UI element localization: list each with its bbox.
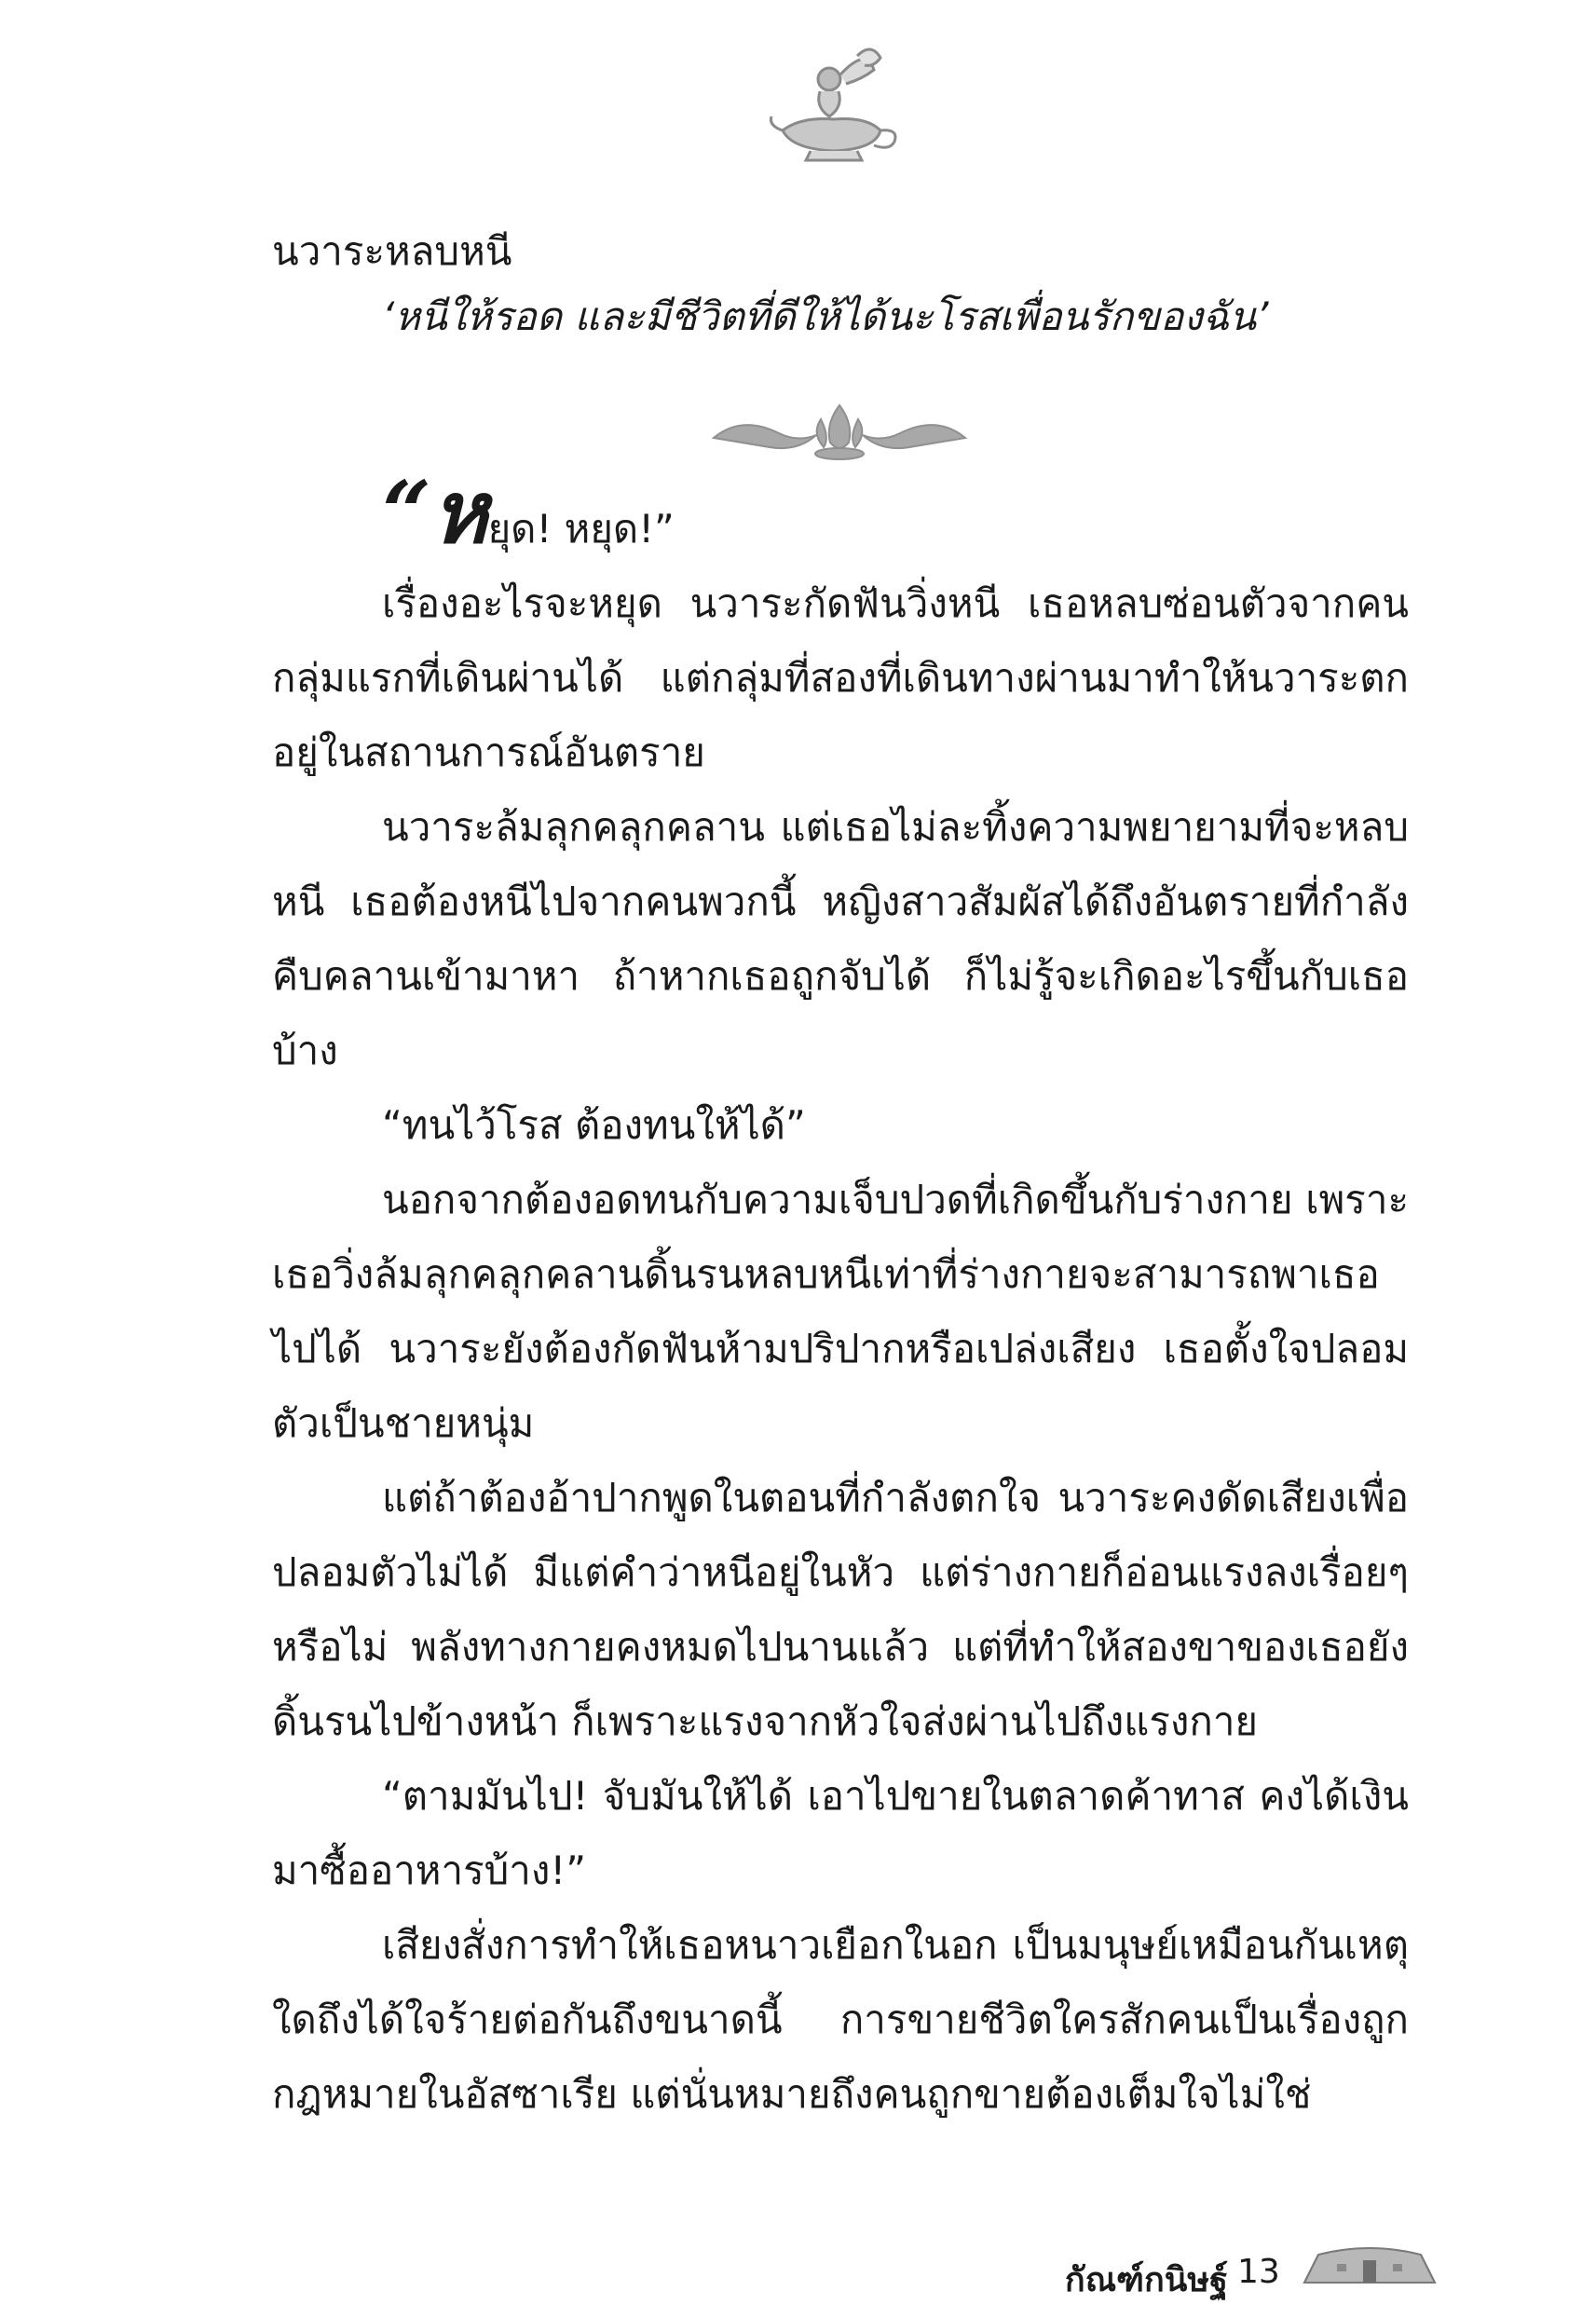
paragraph: เรื่องอะไรจะหยุด นวาระกัดฟันวิ่งหนี เธอหลบซ่อนตัวจากคนกลุ่มแรกที่เดินผ่านได้ แต่กลุ่มที่สองที่เดินทางผ่านมาทำให้นวาระตกอยู่ในสถานการณ์อันตราย: [272, 580, 1409, 775]
body-text: [272, 462, 1409, 2132]
cupid-teapot-ornament-icon: [764, 37, 904, 177]
closing-name: นวาระหลบหนี: [272, 228, 512, 274]
page-number: 13: [1237, 2253, 1280, 2291]
page-footer: [0, 2253, 1596, 2318]
tent-ornament-icon: [1300, 2234, 1439, 2288]
drop-cap: “ห: [382, 462, 488, 563]
paragraph: “ทนไว้โรส ต้องทนให้ได้”: [382, 1102, 806, 1148]
paragraph: นวาระล้มลุกคลุกคลาน แต่เธอไม่ละทิ้งความพยายามที่จะหลบหนี เธอต้องหนีไปจากคนพวกนี้ หญิงสาวสัมผัสได้ถึงอันตรายที่กำลังคืบคลานเข้ามาหา ถ้าหากเธอถูกจับได้ ก็ไม่รู้จะเกิดอะไรขึ้นกับเธอบ้าง: [272, 804, 1409, 1073]
chapter-closing: [272, 219, 1409, 349]
floral-divider-icon: [704, 396, 975, 470]
opening-paragraph: [272, 462, 1409, 566]
paragraph: “ตามมันไป! จับมันให้ได้ เอาไปขายในตลาดค้าทาส คงได้เงินมาซื้ออาหารบ้าง!”: [272, 1773, 1409, 1893]
opening-line: ยุด! หยุด!”: [487, 506, 675, 552]
running-title: กัณฑ์กนิษฐ์: [1064, 2261, 1228, 2299]
paragraph: เสียงสั่งการทำให้เธอหนาวเยือกในอก เป็นมนุษย์เหมือนกันเหตุใดถึงได้ใจร้ายต่อกันถึงขนาดนี้ การขายชีวิตใครสักคนเป็นเรื่องถูกกฎหมายในอัสซาเรีย แต่นั่นหมายถึงคนถูกขายต้องเต็มใจไม่ใช่: [272, 1922, 1409, 2117]
paragraph: นอกจากต้องอดทนกับความเจ็บปวดที่เกิดขึ้นกับร่างกาย เพราะเธอวิ่งล้มลุกคลุกคลานดิ้นรนหลบหนีเท่าที่ร่างกายจะสามารถพาเธอไปได้ นวาระยังต้องกัดฟันห้ามปริปากหรือเปล่งเสียง เธอตั้งใจปลอมตัวเป็นชายหนุ่ม: [272, 1177, 1409, 1446]
paragraph: แต่ถ้าต้องอ้าปากพูดในตอนที่กำลังตกใจ นวาระคงดัดเสียงเพื่อปลอมตัวไม่ได้ มีแต่คำว่าหนีอยู่ในหัว แต่ร่างกายก็อ่อนแรงลงเรื่อยๆ หรือไม่ พลังทางกายคงหมดไปนานแล้ว แต่ที่ทำให้สองขาของเธอยังดิ้นรนไปข้างหน้า ก็เพราะแรงจากหัวใจส่งผ่านไปถึงแรงกาย: [272, 1475, 1409, 1744]
closing-quote: ‘หนีให้รอด และมีชีวิตที่ดีให้ได้นะโรสเพื่อนรักของฉัน’: [382, 293, 1269, 339]
